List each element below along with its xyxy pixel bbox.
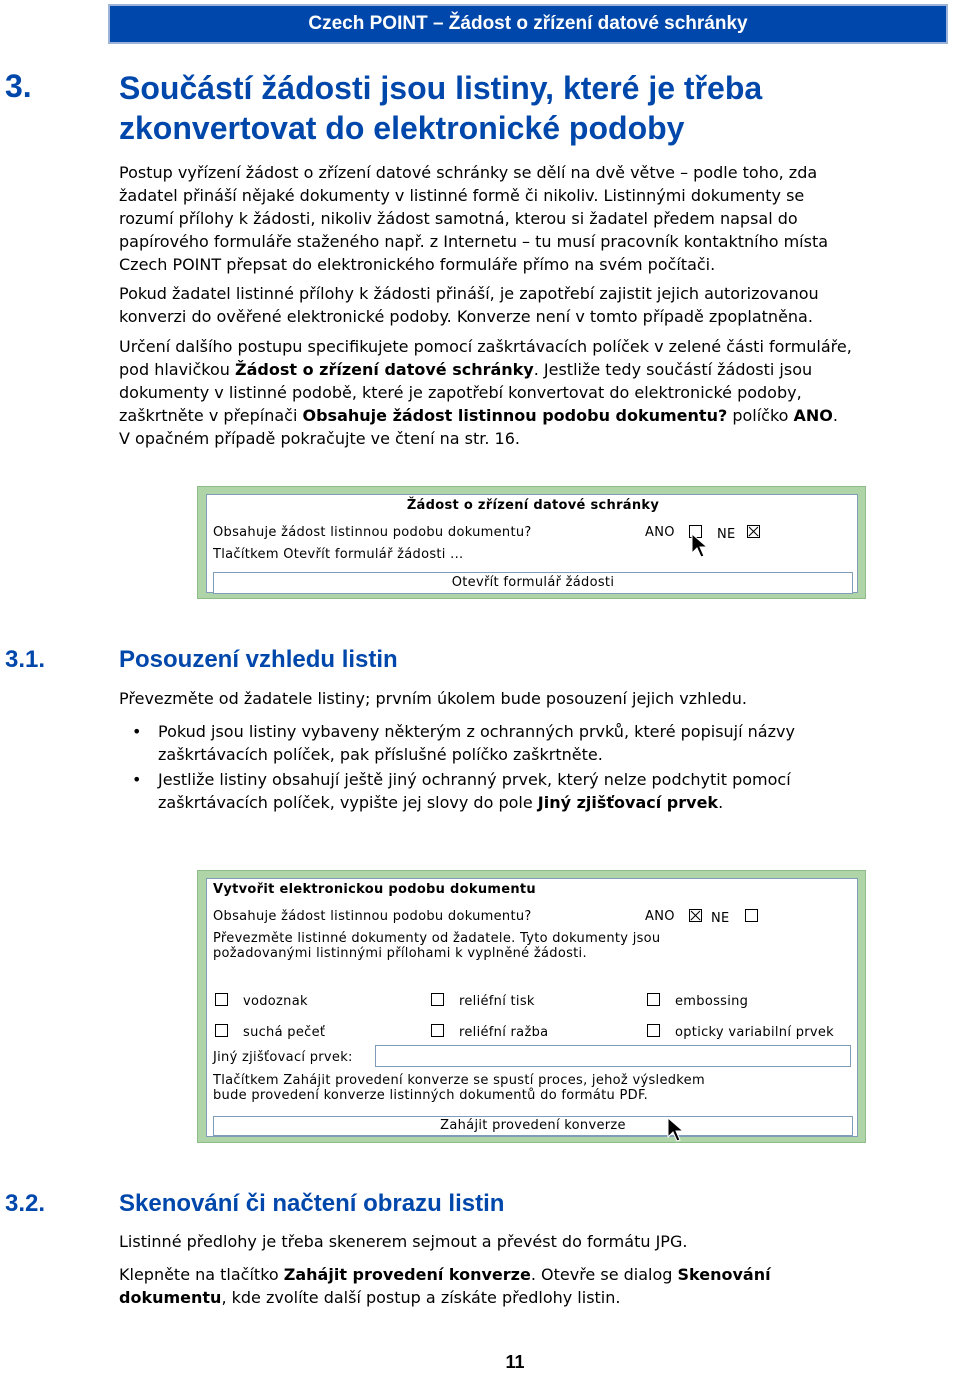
- checkbox-label: opticky variabilní prvek: [675, 1025, 835, 1040]
- ne-checkbox[interactable]: [745, 909, 758, 922]
- text-line: V opačném případě pokračujte ve čtení na str. 16.: [119, 429, 520, 448]
- paragraph: [119, 1263, 939, 1309]
- relief-print-checkbox[interactable]: [431, 993, 444, 1006]
- checkbox-label: vodoznak: [243, 994, 308, 1009]
- embossing-checkbox[interactable]: [647, 993, 660, 1006]
- text-line: Czech POINT přepsat do elektronického formuláře přímo na svém počítači.: [119, 255, 716, 274]
- ano-label: ANO: [645, 909, 675, 924]
- ne-label: NE: [711, 911, 730, 926]
- conversion-form-panel: [197, 870, 866, 1143]
- bullet-dot: •: [132, 722, 142, 741]
- text-line: Postup vyřízení žádost o zřízení datové schránky se dělí na dvě větve – podle toho, zda: [119, 163, 818, 182]
- header-title: Czech POINT – Žádost o zřízení datové schránky: [308, 13, 748, 34]
- text-line: Tlačítkem Zahájit provedení konverze se spustí proces, jehož výsledkem: [213, 1073, 705, 1088]
- relief-stamp-checkbox[interactable]: [431, 1024, 444, 1037]
- question-label: Obsahuje žádost listinnou podobu dokumentu?: [213, 525, 532, 540]
- form-hint: Tlačítkem Otevřít formulář žádosti ...: [213, 547, 464, 562]
- text-line: dokumenty v listinné podobě, které je zapotřebí konvertovat do elektronické podoby,: [119, 383, 802, 402]
- text-line: Převezměte listinné dokumenty od žadatele. Tyto dokumenty jsou: [213, 931, 661, 946]
- watermark-checkbox[interactable]: [215, 993, 228, 1006]
- ne-label: NE: [717, 527, 736, 542]
- start-conversion-button[interactable]: Zahájit provedení konverze: [213, 1116, 853, 1136]
- bold-term: Obsahuje žádost listinnou podobu dokumentu?: [302, 406, 728, 425]
- text-line: zaškrtněte v přepínači Obsahuje žádost listinnou podobu dokumentu? políčko ANO.: [119, 406, 838, 425]
- checkbox-label: suchá pečeť: [243, 1025, 326, 1040]
- text-line: Pokud žadatel listinné přílohy k žádosti přináší, je zapotřebí zajistit jejich autorizovanou: [119, 284, 819, 303]
- question-label: Obsahuje žádost listinnou podobu dokumentu?: [213, 909, 532, 924]
- paragraph: [119, 335, 939, 450]
- text-line: Určení dalšího postupu specifikujete pomocí zaškrtávacích políček v zelené části formuláře,: [119, 337, 852, 356]
- text-line: zaškrtávacích políček, pak příslušné políčko zaškrtněte.: [158, 745, 603, 764]
- form-hint: [213, 1073, 705, 1103]
- document-header: [108, 4, 948, 44]
- conversion-form-box: [206, 878, 858, 1137]
- text-line: papírového formuláře staženého např. z Internetu – tu musí pracovník kontaktního místa: [119, 232, 829, 251]
- paragraph: Převezměte od žadatele listiny; prvním úkolem bude posouzení jejich vzhledu.: [119, 689, 747, 708]
- page-number: 11: [505, 1352, 525, 1372]
- section-number: 3.: [5, 68, 32, 104]
- bold-term: Jiný zjišťovací prvek: [537, 793, 719, 812]
- text-line: konverzi do ověřené elektronické podoby. Konverze není v tomto případě zpoplatněna.: [119, 307, 813, 326]
- checkbox-label: reliéfní tisk: [459, 994, 535, 1009]
- bold-term: Skenování: [677, 1265, 771, 1284]
- bullet-item: [158, 720, 918, 766]
- checkbox-label: reliéfní ražba: [459, 1025, 549, 1040]
- section-title-line: zkonvertovat do elektronické podoby: [119, 110, 685, 146]
- request-form-panel: [197, 486, 866, 599]
- mouse-cursor-icon: [667, 1117, 685, 1143]
- text-line: rozumí přílohy k žádosti, nikoliv žádost samotná, kterou si žadatel předem napsal do: [119, 209, 798, 228]
- request-form-box: [206, 494, 858, 593]
- text-line: bude provedení konverze listinných dokumentů do formátu PDF.: [213, 1088, 649, 1103]
- paragraph: Listinné předlohy je třeba skenerem sejmout a převést do formátu JPG.: [119, 1232, 688, 1251]
- bold-term: Zahájit provedení konverze: [283, 1265, 531, 1284]
- ne-checkbox[interactable]: [747, 525, 760, 538]
- text-line: pod hlavičkou Žádost o zřízení datové schránky. Jestliže tedy součástí žádosti jsou: [119, 360, 813, 379]
- form-description: [213, 931, 859, 961]
- bullet-dot: •: [132, 770, 142, 789]
- text-line: Jestliže listiny obsahují ještě jiný ochranný prvek, který nelze podchytit pomocí: [158, 770, 791, 789]
- paragraph: [119, 161, 939, 276]
- form-title: Žádost o zřízení datové schránky: [406, 498, 660, 513]
- section-number: 3.2.: [5, 1190, 46, 1217]
- bold-term: Žádost o zřízení datové schránky: [235, 360, 534, 379]
- section-title: [119, 68, 762, 148]
- other-feature-input[interactable]: [375, 1045, 851, 1067]
- mouse-cursor-icon: [691, 533, 709, 559]
- text-line: požadovanými listinnými přílohami k vyplněné žádosti.: [213, 946, 587, 961]
- checkbox-label: embossing: [675, 994, 749, 1009]
- section-title: Posouzení vzhledu listin: [119, 646, 398, 673]
- ano-checkbox[interactable]: [689, 909, 702, 922]
- text-line: žadatel přináší nějaké dokumenty v listinné formě či nikoliv. Listinnými dokumenty se: [119, 186, 805, 205]
- bold-term: dokumentu: [119, 1288, 222, 1307]
- section-title-line: Součástí žádosti jsou listiny, které je třeba: [119, 70, 763, 106]
- section-title: Skenování či načtení obrazu listin: [119, 1190, 505, 1217]
- paragraph: [119, 282, 939, 328]
- form-title: Vytvořit elektronickou podobu dokumentu: [213, 882, 536, 897]
- bold-term: ANO: [793, 406, 833, 425]
- bullet-item: [158, 768, 918, 814]
- text-line: Klepněte na tlačítko Zahájit provedení konverze. Otevře se dialog Skenování: [119, 1265, 771, 1284]
- text-line: Pokud jsou listiny vybaveny některým z ochranných prvků, které popisují názvy: [158, 722, 795, 741]
- other-feature-label: Jiný zjišťovací prvek:: [213, 1050, 353, 1065]
- optically-variable-checkbox[interactable]: [647, 1024, 660, 1037]
- section-number: 3.1.: [5, 646, 46, 673]
- text-line: dokumentu, kde zvolíte další postup a získáte předlohy listin.: [119, 1288, 621, 1307]
- text-line: zaškrtávacích políček, vypište jej slovy do pole Jiný zjišťovací prvek.: [158, 793, 724, 812]
- ano-label: ANO: [645, 525, 675, 540]
- open-form-button[interactable]: Otevřít formulář žádosti: [213, 572, 853, 594]
- dry-seal-checkbox[interactable]: [215, 1024, 228, 1037]
